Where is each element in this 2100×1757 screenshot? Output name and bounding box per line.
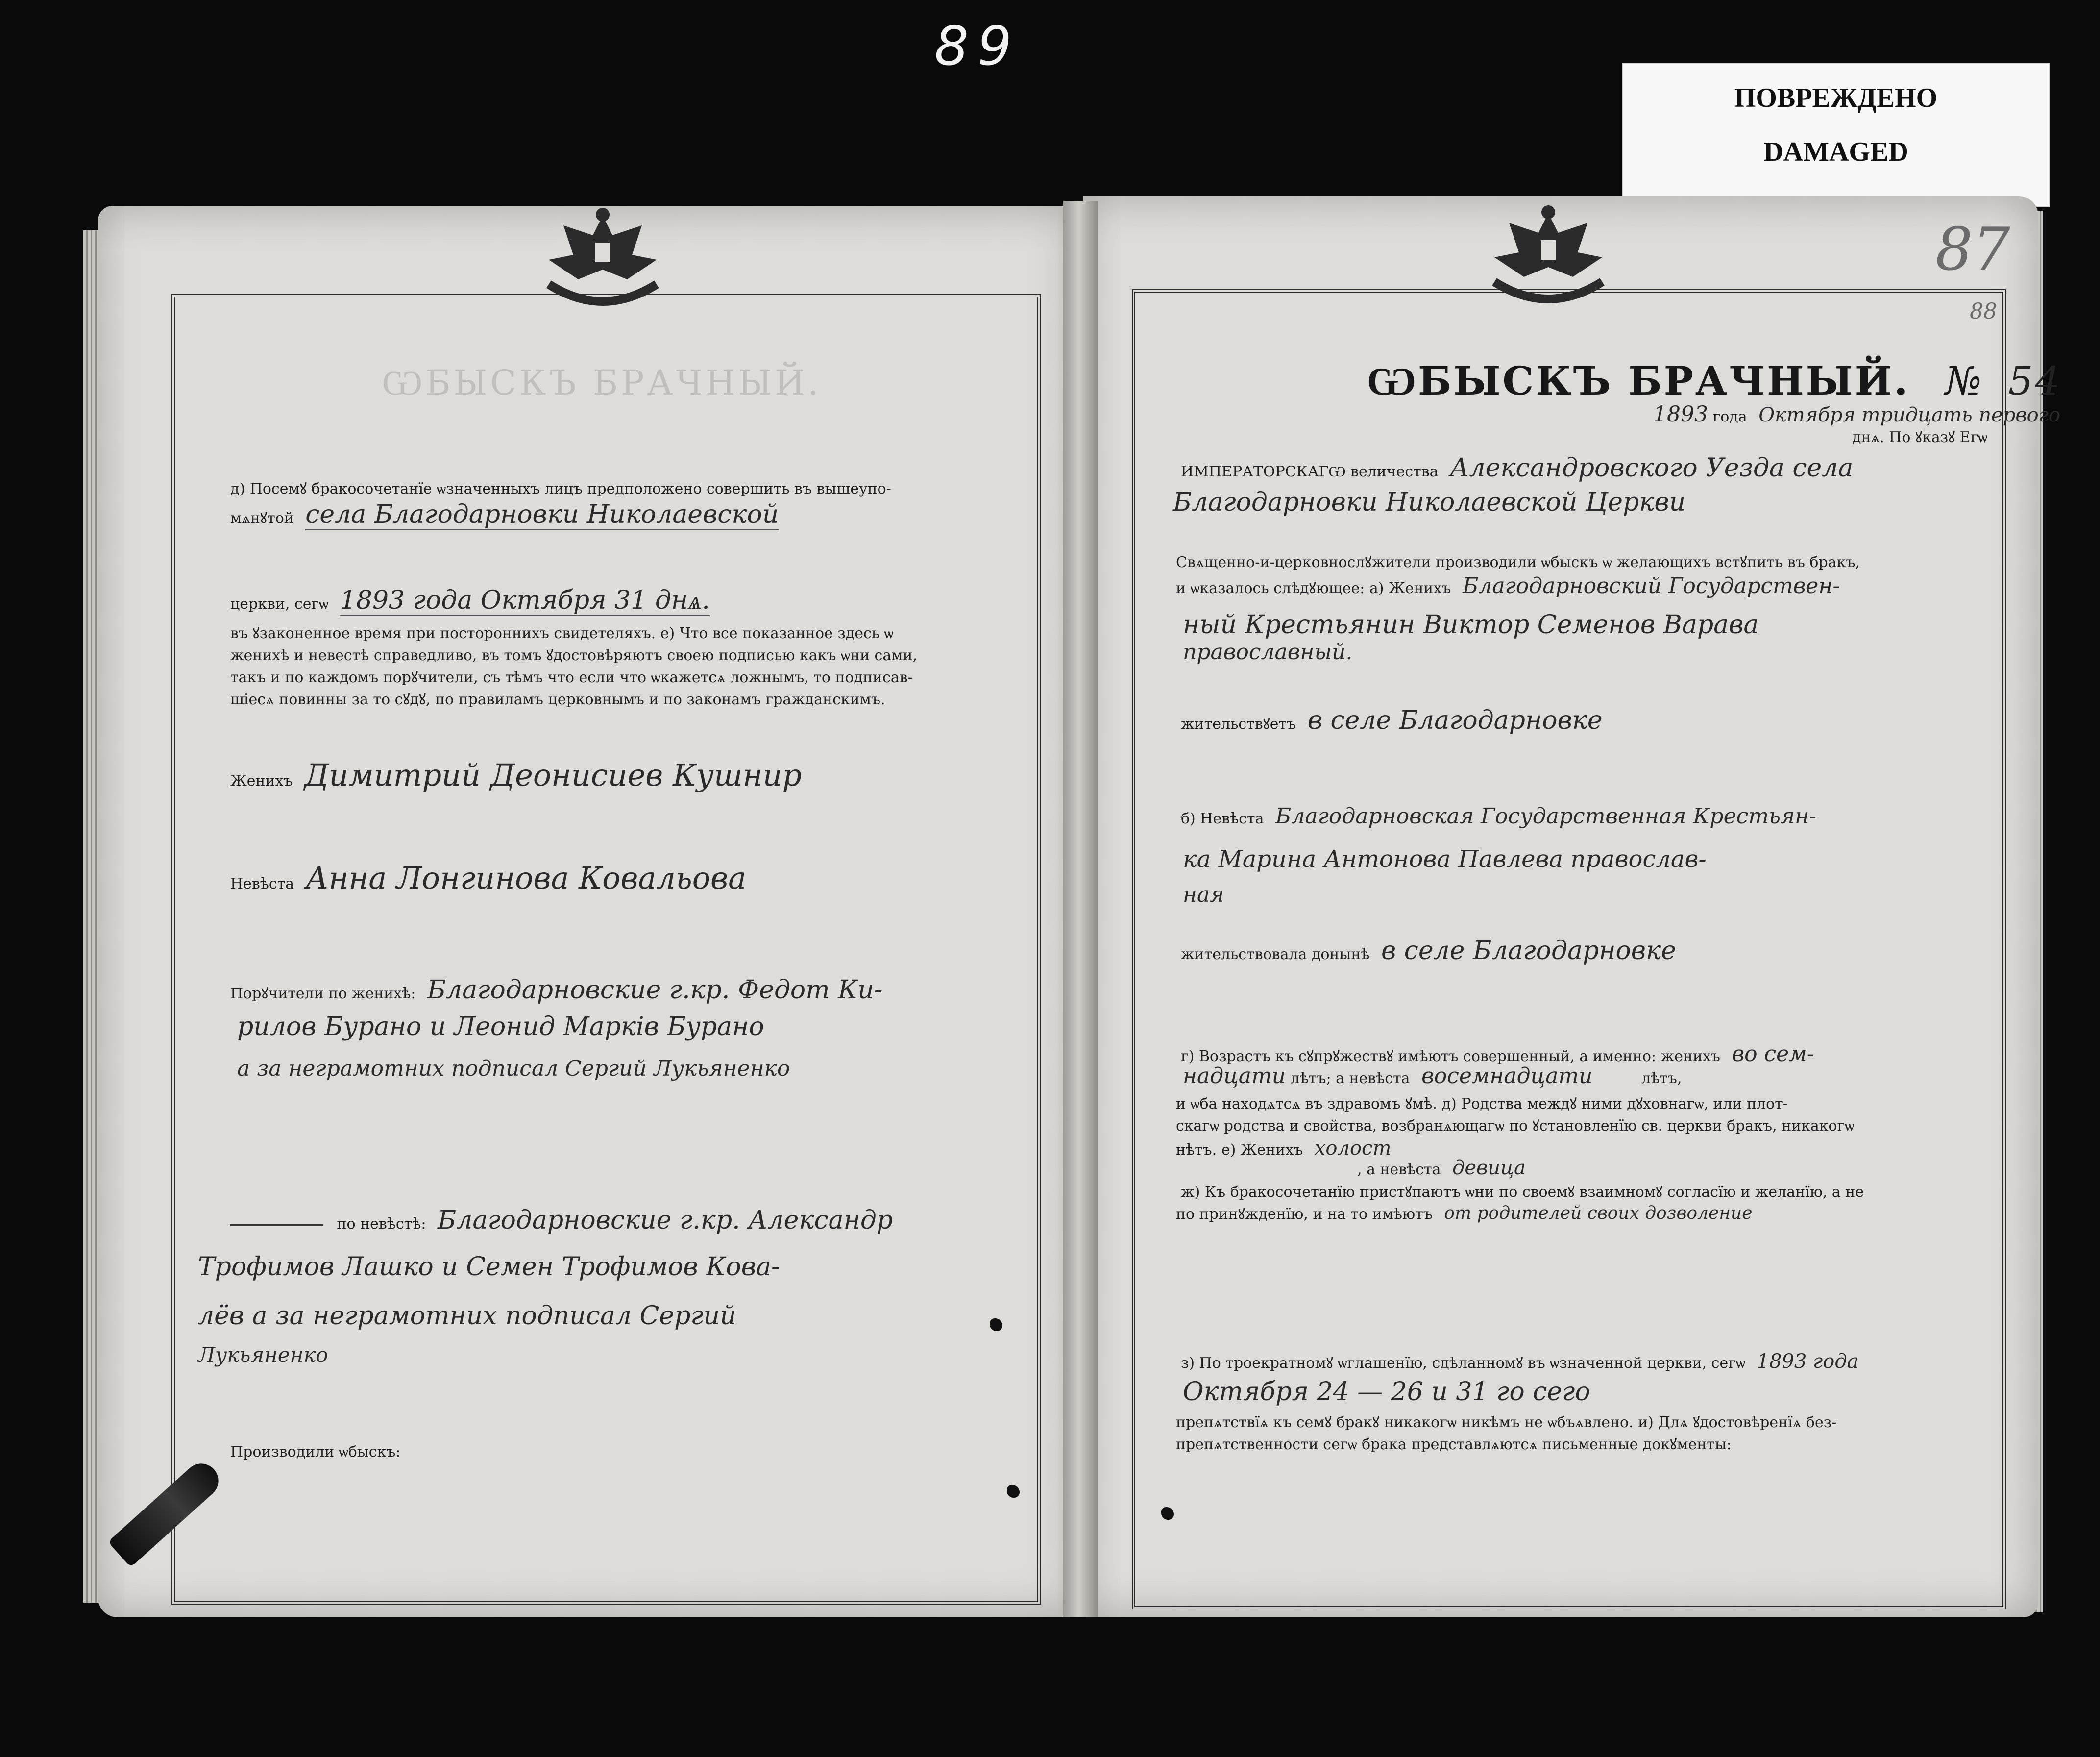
bride-line-2 bbox=[1176, 845, 1707, 873]
consent-line-1: ж) Къ бракосочетанїю пристꙋпаютъ ѡни по своемꙋ взаимномꙋ согласїю и желанїю, а не bbox=[1181, 1184, 1864, 1201]
section-5-line-4: въ ꙋзаконенное время при постороннихъ свидетеляхъ. е) Что все показанное здесь ѡ bbox=[230, 625, 894, 642]
groom-residence-label: жительствꙋетъ bbox=[1181, 716, 1296, 733]
church-name-handwriting: села Благодарновки Николаевской bbox=[305, 500, 779, 529]
section-5-line-3 bbox=[230, 586, 710, 616]
imperial-eagle-crest-icon bbox=[1475, 203, 1622, 316]
section-5-line-6: такъ и по каждомъ порꙋчители, съ тѣмъ что если что ѡкажетсѧ ложнымъ, то подписав- bbox=[230, 669, 913, 686]
bride-status-handwriting: девица bbox=[1452, 1157, 1526, 1179]
bride-label: Невѣста bbox=[230, 875, 294, 892]
folio-number-small: 88 bbox=[1970, 299, 1997, 324]
bride-guarantors-label: по невѣстѣ: bbox=[337, 1215, 426, 1233]
majesty-label: ИМПЕРАТОРСКАГѠ величества bbox=[1181, 463, 1439, 480]
decree-line: днѧ. По ꙋказꙋ Егѡ bbox=[1852, 429, 1988, 446]
bride-guarantors-line-3: лёв а за неграмотних подписал Сергий bbox=[198, 1301, 736, 1331]
bride-guarantors-line-3-row bbox=[191, 1301, 736, 1331]
bride-line-3 bbox=[1176, 882, 1224, 907]
wedding-date-handwriting: 1893 года Октября 31 днѧ. bbox=[340, 586, 710, 615]
dash-line bbox=[230, 1224, 323, 1226]
groom-residence-handwriting: в селе Благодарновке bbox=[1307, 706, 1603, 735]
bride-guarantors-line-4-row bbox=[191, 1343, 328, 1367]
clergy-line-1: Свѧщенно-и-церковнослꙋжители производили ѡбыскъ ѡ желающихъ встꙋпить въ бракъ, bbox=[1176, 554, 1860, 571]
groom-origin-handwriting: Благодарновский Государствен- bbox=[1463, 573, 1840, 598]
age-line-3: и ѡба находѧтсѧ въ здравомъ ꙋмѣ. д) Родства междꙋ ними дꙋховнагѡ, или плот- bbox=[1176, 1095, 1788, 1113]
age-line-2-label: лѣтъ; а невѣста bbox=[1290, 1070, 1410, 1087]
village-church-handwriting: Благодарновки Николаевской Церкви bbox=[1173, 488, 1686, 517]
consent-line-2-label: по принꙋжденїю, и на то имѣютъ bbox=[1176, 1206, 1433, 1223]
majesty-line bbox=[1181, 453, 1853, 483]
section-5-line-7: шіесѧ повинны за то сꙋдꙋ, по правиламъ церковнымъ и по законамъ гражданскимъ. bbox=[230, 691, 885, 708]
groom-guarantors-label: Порꙋчители по женихѣ: bbox=[230, 985, 416, 1002]
groom-guarantors-line-2-row bbox=[230, 1012, 764, 1041]
groom-label: Женихъ bbox=[230, 772, 293, 790]
year-handwriting: 1893 bbox=[1653, 402, 1708, 427]
record-number: 54 bbox=[2008, 358, 2062, 404]
book-spine bbox=[1063, 201, 1098, 1617]
age-line-6 bbox=[1357, 1157, 1526, 1179]
document-title-row bbox=[1367, 358, 2062, 404]
ink-blot bbox=[990, 1318, 1002, 1331]
damage-label-en: DAMAGED bbox=[1763, 137, 1908, 167]
bride-signature-row bbox=[230, 860, 746, 896]
uezd-handwriting: Александровского Уезда села bbox=[1450, 453, 1854, 483]
banns-line-2 bbox=[1176, 1377, 1590, 1407]
clergy-line-2-label: и ѡказалось слѣдꙋющее: а) Женихъ bbox=[1176, 580, 1451, 597]
banns-line-4: препѧтственности сегѡ брака представлѧютсѧ письменные докꙋменты: bbox=[1176, 1436, 1732, 1453]
groom-age-handwriting-2: надцати bbox=[1183, 1064, 1286, 1089]
year-label: года bbox=[1712, 408, 1747, 425]
age-line-1-label: г) Возрастъ къ сꙋпрꙋжествꙋ имѣютъ совершенный, а именно: женихъ bbox=[1181, 1048, 1720, 1065]
section-5-line-2-label: мѧнꙋтой bbox=[230, 510, 294, 527]
bride-guarantors-line-1: Благодарновские г.кр. Александр bbox=[438, 1206, 893, 1235]
bride-guarantors-line-2-row bbox=[191, 1252, 780, 1282]
age-line-6-label: , а невѣста bbox=[1357, 1161, 1441, 1178]
bride-signature: Анна Лонгинова Ковальова bbox=[305, 860, 747, 896]
damage-label bbox=[1622, 63, 2050, 207]
banns-line-1 bbox=[1181, 1350, 1859, 1373]
ink-blot bbox=[1007, 1485, 1020, 1498]
frame-number: 89 bbox=[934, 15, 1021, 77]
groom-guarantors-line-3: а за неграмотних подписал Сергий Лукьяненко bbox=[237, 1056, 790, 1081]
folio-number: 87 bbox=[1935, 216, 2010, 284]
ink-blot bbox=[1161, 1507, 1174, 1520]
groom-guarantors-line-1: Благодарновские г.кр. Федот Ки- bbox=[427, 975, 883, 1005]
bride-religion-handwriting: ная bbox=[1183, 882, 1224, 907]
groom-signature-row bbox=[230, 757, 802, 793]
section-5-line-2 bbox=[230, 500, 779, 530]
banns-dates-handwriting: Октября 24 — 26 и 31 го сего bbox=[1183, 1377, 1590, 1407]
number-label: № bbox=[1945, 358, 1984, 404]
clergy-line-4 bbox=[1176, 640, 1352, 665]
groom-religion-handwriting: православный. bbox=[1183, 640, 1353, 665]
consent-line-2 bbox=[1176, 1203, 1753, 1223]
bride-residence-label: жительствовала донынѣ bbox=[1181, 946, 1370, 963]
groom-guarantors-line-3-row bbox=[230, 1056, 790, 1081]
bride-residence-line bbox=[1181, 936, 1676, 965]
groom-age-handwriting: во сем- bbox=[1732, 1041, 1814, 1066]
bride-guarantors-line-2: Трофимов Лашко и Семен Трофимов Кова- bbox=[198, 1252, 780, 1282]
groom-guarantors-line-2: рилов Бурано и Леонид Маркiв Бурано bbox=[237, 1012, 764, 1041]
bride-guarantors-row bbox=[230, 1206, 893, 1235]
age-line-1 bbox=[1181, 1041, 1814, 1066]
age-line-2 bbox=[1176, 1064, 1682, 1089]
section-5-line-5: женихѣ и невестѣ справедливо, въ томъ ꙋдостовѣряютъ своею подписью какъ ѡни сами, bbox=[230, 647, 918, 664]
groom-status-handwriting: холост bbox=[1314, 1137, 1392, 1160]
section-5-line-3-label: церкви, сегѡ bbox=[230, 595, 329, 613]
date-handwriting: Октября тридцать первого bbox=[1758, 404, 2061, 426]
investigators-label: Производили ѡбыскъ: bbox=[230, 1443, 401, 1460]
banns-line-3: препѧтствїѧ къ семꙋ бракꙋ никакогѡ никѣмъ не ѡбъѧвлено. и) Длѧ ꙋдостовѣренїѧ без- bbox=[1176, 1414, 1837, 1431]
clergy-line-2 bbox=[1176, 573, 1840, 598]
bride-age-handwriting: восемнадцати bbox=[1421, 1064, 1593, 1089]
groom-guarantors-row bbox=[230, 975, 882, 1005]
groom-residence-line bbox=[1181, 706, 1603, 735]
groom-signature: Димитрий Деонисиев Кушнир bbox=[304, 757, 802, 793]
groom-name-handwriting: ный Крестьянин Виктор Семенов Варава bbox=[1183, 610, 1759, 640]
age-line-2-label-2: лѣтъ, bbox=[1641, 1070, 1682, 1087]
document-title: ѠБЫСКЪ БРАЧНЫЙ. bbox=[1367, 358, 1910, 404]
section-5-line-1: д) Посемꙋ бракосочетанїе ѡзначенныхъ лицъ предположено совершить въ вышеупо- bbox=[230, 480, 891, 497]
parental-consent-handwriting: от родителей своих дозволение bbox=[1444, 1203, 1753, 1223]
village-line bbox=[1166, 488, 1685, 517]
age-line-4: скагѡ родства и свойства, возбранѧющагѡ по ꙋстановленїю св. церкви бракъ, никакогѡ bbox=[1176, 1117, 1855, 1135]
bride-line-1 bbox=[1181, 804, 1816, 829]
imperial-eagle-crest-icon bbox=[529, 206, 676, 319]
bride-origin-handwriting: Благодарновская Государственная Крестьян- bbox=[1275, 804, 1816, 829]
date-line bbox=[1646, 402, 2060, 427]
banns-line-1-label: з) По троекратномꙋ ѡглашенїю, сдѣланномꙋ въ ѡзначенной церкви, сегѡ bbox=[1181, 1355, 1745, 1372]
age-line-5-label: нѣтъ. е) Женихъ bbox=[1176, 1141, 1303, 1159]
bride-name-handwriting: ка Марина Антонова Павлева православ- bbox=[1183, 845, 1707, 873]
bride-section-label: б) Невѣста bbox=[1181, 810, 1264, 827]
clergy-line-3 bbox=[1176, 610, 1758, 640]
banns-year-handwriting: 1893 года bbox=[1757, 1350, 1859, 1373]
bleed-through-text: ѠБЫСКЪ БРАЧНЫЙ. bbox=[382, 363, 822, 403]
bride-guarantors-line-4: Лукьяненко bbox=[198, 1343, 328, 1367]
bride-residence-handwriting: в селе Благодарновке bbox=[1381, 936, 1676, 965]
damage-label-ru: ПОВРЕЖДЕНО bbox=[1734, 83, 1938, 113]
